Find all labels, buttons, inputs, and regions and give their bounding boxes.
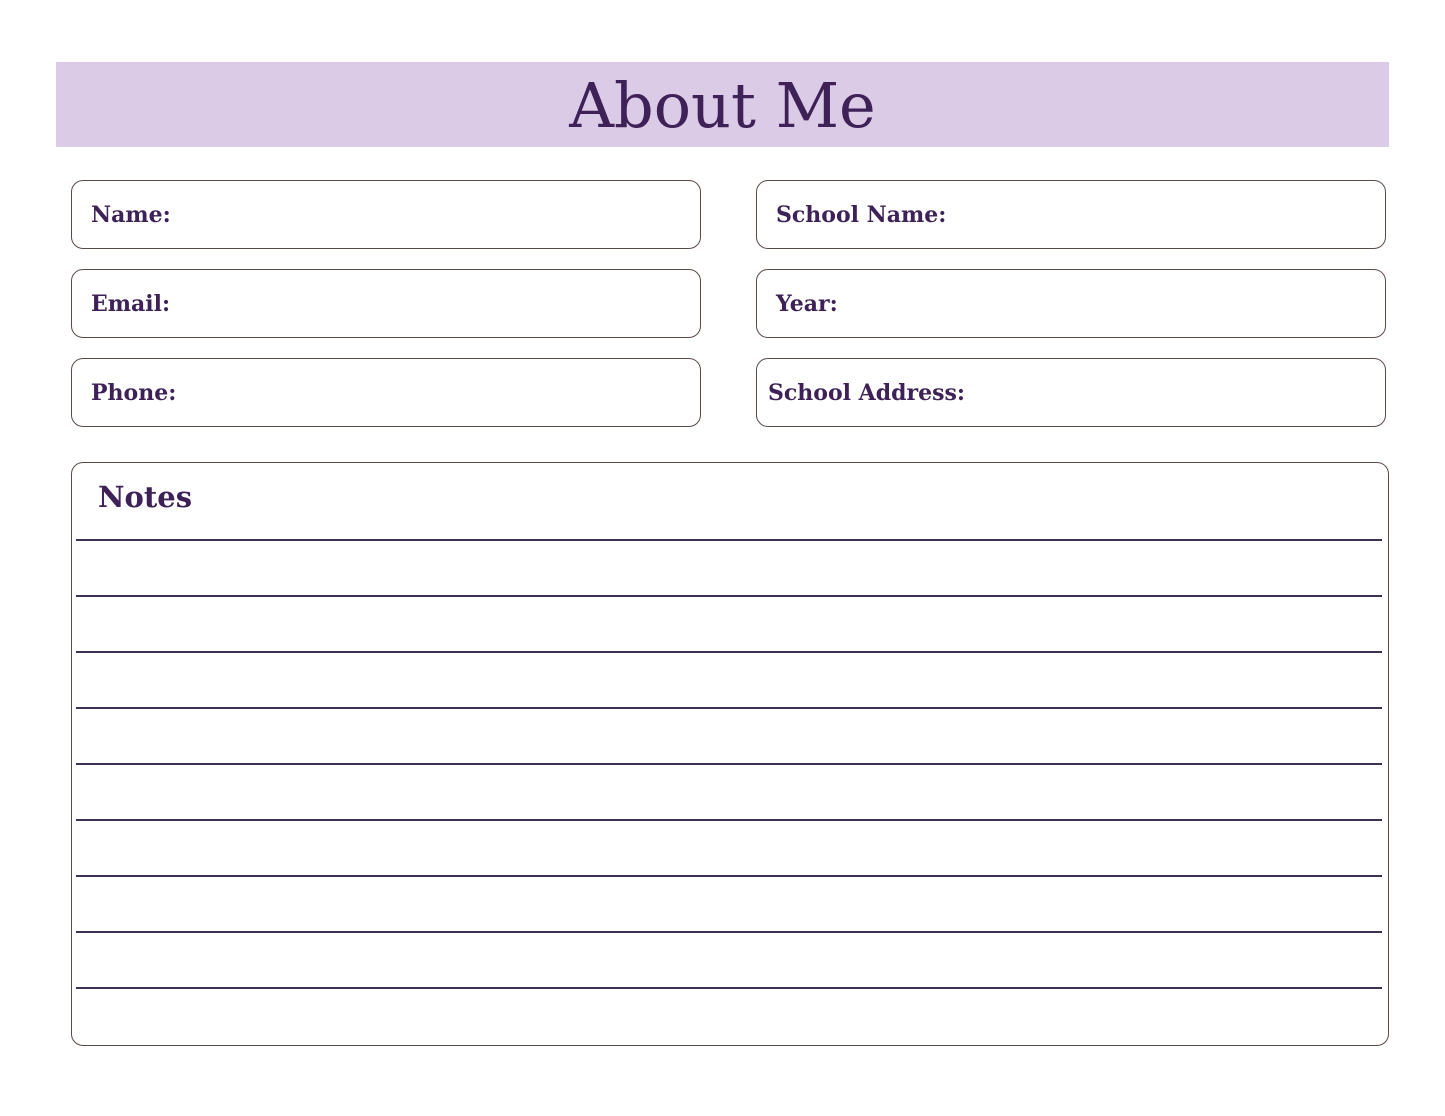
note-line	[76, 539, 1382, 541]
notes-box[interactable]	[71, 462, 1389, 1046]
page-title: About Me	[569, 68, 876, 142]
year-label: Year:	[776, 290, 838, 317]
email-label: Email:	[91, 290, 171, 317]
note-line	[76, 819, 1382, 821]
note-line	[76, 707, 1382, 709]
school-address-field[interactable]	[756, 358, 1386, 427]
school-address-label: School Address:	[768, 379, 965, 406]
note-line	[76, 931, 1382, 933]
notes-title: Notes	[98, 480, 193, 514]
email-field[interactable]	[71, 269, 701, 338]
note-line	[76, 651, 1382, 653]
note-line	[76, 875, 1382, 877]
note-line	[76, 763, 1382, 765]
year-field[interactable]	[756, 269, 1386, 338]
note-line	[76, 987, 1382, 989]
phone-field[interactable]	[71, 358, 701, 427]
school-name-label: School Name:	[776, 201, 947, 228]
school-name-field[interactable]	[756, 180, 1386, 249]
note-line	[76, 595, 1382, 597]
title-band	[56, 62, 1389, 147]
name-field[interactable]	[71, 180, 701, 249]
name-label: Name:	[91, 201, 171, 228]
phone-label: Phone:	[91, 379, 177, 406]
